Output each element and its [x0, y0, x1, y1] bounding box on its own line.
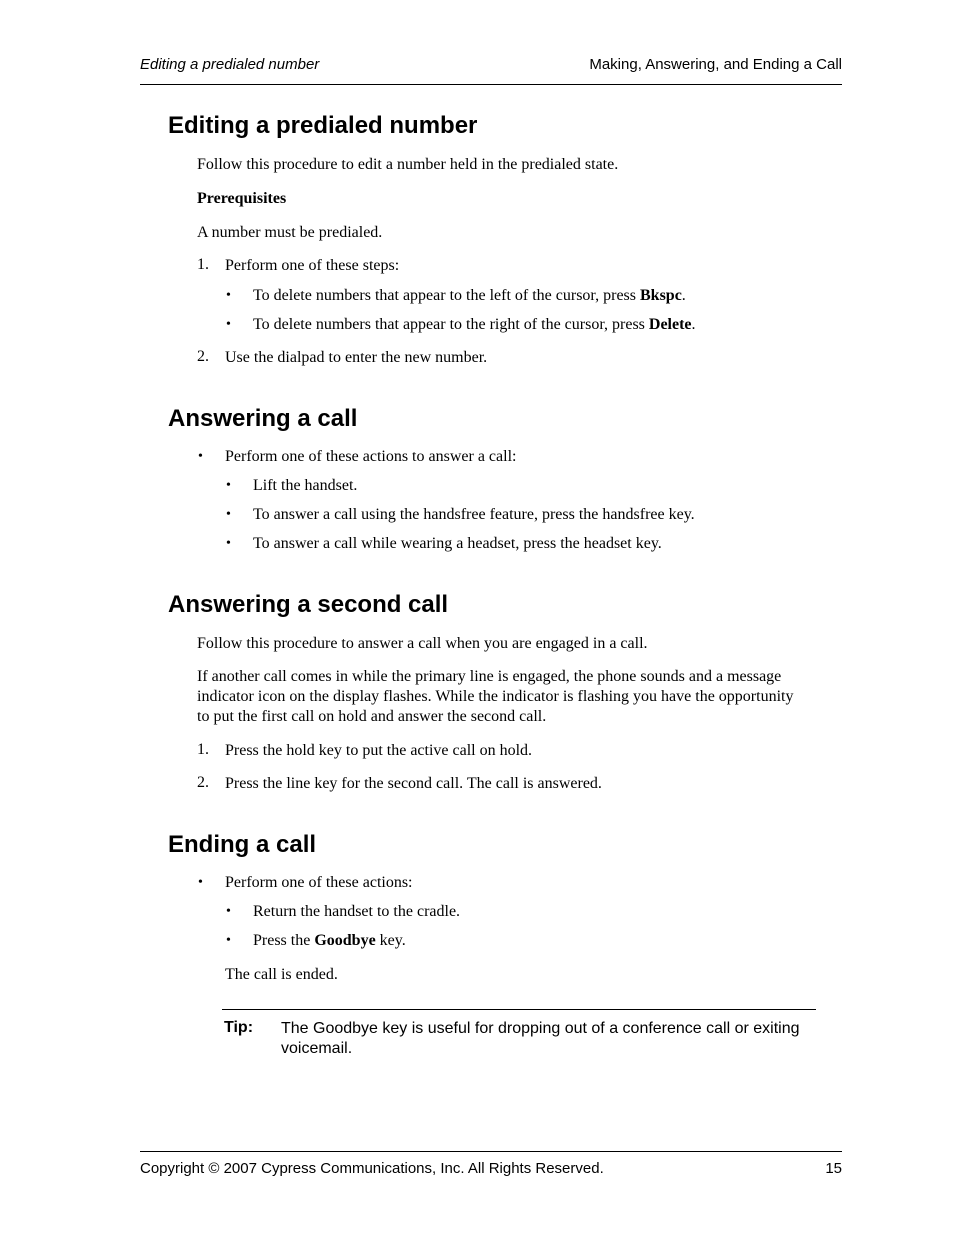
step-text: Press the line key for the second call. The call is answered.: [225, 775, 602, 792]
tip-label: Tip:: [224, 1019, 254, 1036]
key-name: Goodbye: [314, 932, 376, 949]
paragraph-line: to put the first call on hold and answer the second call.: [197, 708, 547, 725]
substep-text: To answer a call while wearing a headset, press the headset key.: [253, 535, 662, 552]
running-header-section: Editing a predialed number: [140, 56, 320, 73]
running-header-chapter: Making, Answering, and Ending a Call: [589, 56, 842, 73]
section-intro: Follow this procedure to answer a call when you are engaged in a call.: [197, 635, 648, 652]
key-name: Bkspc: [640, 287, 682, 304]
section-title-answering: Answering a call: [168, 405, 358, 432]
key-name: Delete: [648, 316, 692, 333]
header-rule: [140, 84, 842, 85]
bullet-icon: •: [226, 507, 231, 522]
section-title-editing: Editing a predialed number: [168, 112, 478, 139]
bullet-icon: •: [226, 933, 231, 948]
paragraph-line: If another call comes in while the primary line is engaged, the phone sounds and a message: [197, 668, 782, 685]
step-number: 1.: [197, 256, 209, 273]
bullet-icon: •: [226, 478, 231, 493]
bullet-icon: •: [226, 317, 231, 332]
prerequisites-text: A number must be predialed.: [197, 224, 383, 241]
substep-text: To answer a call using the handsfree feature, press the handsfree key.: [253, 506, 695, 523]
section-intro: Follow this procedure to edit a number held in the predialed state.: [197, 156, 619, 173]
step-text: Use the dialpad to enter the new number.: [225, 349, 488, 366]
step-text: Perform one of these steps:: [225, 257, 400, 274]
bullet-icon: •: [198, 875, 203, 890]
bullet-icon: •: [226, 288, 231, 303]
section-title-ending: Ending a call: [168, 831, 317, 858]
step-number: 1.: [197, 741, 209, 758]
substep-text: To delete numbers that appear to the right of the cursor, press Delete.: [253, 316, 696, 333]
result-text: The call is ended.: [225, 966, 338, 983]
bullet-text: Perform one of these actions to answer a call:: [225, 448, 517, 465]
tip-rule: [222, 1009, 816, 1010]
substep-text: Return the handset to the cradle.: [253, 903, 461, 920]
page-number: 15: [825, 1160, 842, 1177]
tip-text: The Goodbye key is useful for dropping out of a conference call or exiting voicemail.: [281, 1020, 800, 1057]
substep-text: Press the Goodbye key.: [253, 932, 406, 949]
paragraph-line: indicator icon on the display flashes. While the indicator is flashing you have the opportunity: [197, 688, 794, 705]
bullet-icon: •: [198, 449, 203, 464]
step-text: Press the hold key to put the active call on hold.: [225, 742, 533, 759]
step-number: 2.: [197, 774, 209, 791]
step-number: 2.: [197, 348, 209, 365]
copyright-notice: Copyright © 2007 Cypress Communications, Inc. All Rights Reserved.: [140, 1160, 604, 1177]
substep-text: Lift the handset.: [253, 477, 358, 494]
bullet-icon: •: [226, 904, 231, 919]
section-title-second-call: Answering a second call: [168, 591, 449, 618]
substep-text: To delete numbers that appear to the left of the cursor, press Bkspc.: [253, 287, 686, 304]
prerequisites-label: Prerequisites: [197, 190, 287, 207]
bullet-text: Perform one of these actions:: [225, 874, 413, 891]
bullet-icon: •: [226, 536, 231, 551]
footer-rule: [140, 1151, 842, 1152]
